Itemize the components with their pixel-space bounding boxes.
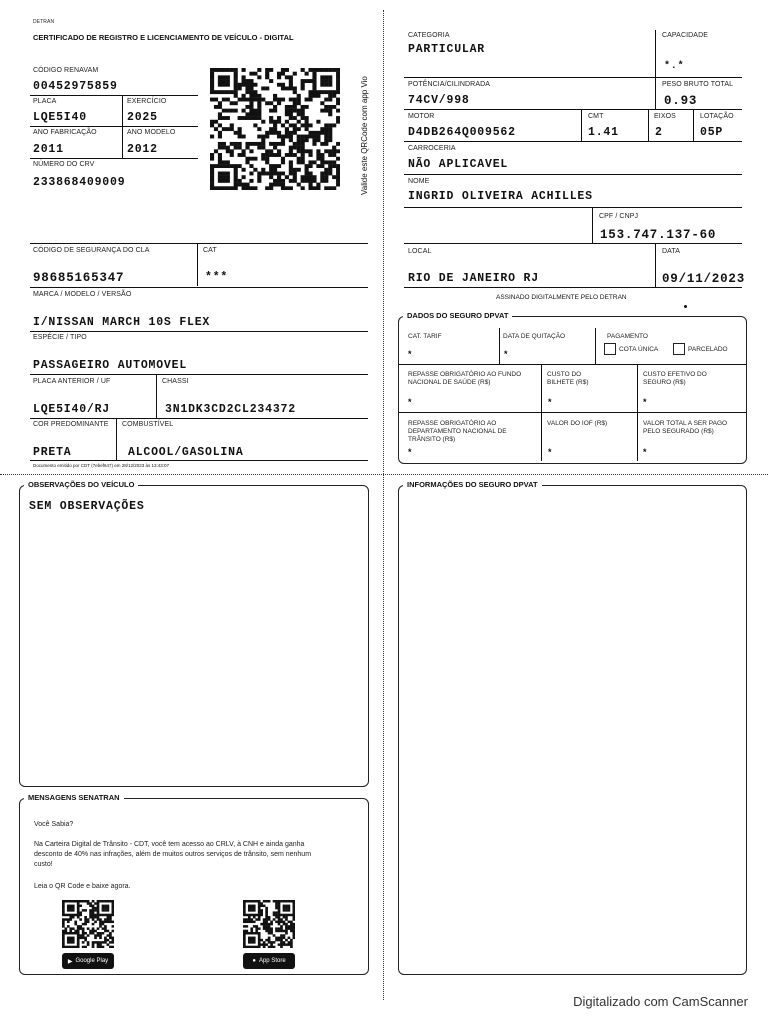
peso-label: PESO BRUTO TOTAL (662, 81, 734, 88)
repasse-denatran-value: * (408, 447, 412, 457)
seguranca-cla-value: 98685165347 (33, 271, 125, 285)
data-quitacao-label: DATA DE QUITAÇÃO (503, 333, 566, 340)
placa-anterior-value: LQE5I40/RJ (33, 403, 111, 416)
senatran-question: Você Sabia? (34, 821, 74, 828)
custo-bilhete-value: * (548, 397, 552, 407)
eixos-value: 2 (655, 126, 663, 139)
local-value: RIO DE JANEIRO RJ (408, 272, 539, 285)
especie-label: ESPÉCIE / TIPO (33, 334, 87, 341)
divider (637, 413, 638, 461)
carroceria-label: CARROCERIA (408, 145, 456, 152)
lotacao-value: 05P (700, 126, 724, 139)
chassi-label: CHASSI (162, 378, 189, 385)
capacidade-value: *.* (664, 61, 685, 72)
lotacao-label: LOTAÇÃO (700, 113, 734, 120)
data-value: 09/11/2023 (662, 272, 746, 286)
divider (404, 243, 742, 244)
divider (30, 374, 368, 375)
custo-bilhete-label: CUSTO DO BILHETE (R$) (547, 371, 589, 386)
senatran-cta: Leia o QR Code e baixe agora. (34, 883, 131, 890)
info-dpvat-box (398, 485, 747, 975)
parcelado-checkbox[interactable] (673, 343, 685, 355)
divider (595, 328, 596, 364)
ano-modelo-value: 2012 (127, 143, 158, 156)
divider (637, 365, 638, 412)
vertical-cut-line (383, 10, 384, 1000)
capacidade-label: CAPACIDADE (662, 32, 708, 39)
emission-note: Documento emitido por CDT (7ebef647) em 28/12/2023 às 13:43:07 (33, 463, 169, 468)
custo-efetivo-value: * (643, 397, 647, 407)
divider (30, 95, 198, 96)
cat-value: *** (205, 271, 229, 284)
cmt-value: 1.41 (588, 126, 619, 139)
senatran-message: Na Carteira Digital de Trânsito - CDT, você tem acesso ao CRLV, à CNH e ainda ganha desconto de 40% nas infrações, além de muitos outros serviços de trânsito, sem nenhum custo! (34, 841, 312, 868)
divider (655, 244, 656, 287)
divider (648, 110, 649, 141)
cpf-label: CPF / CNPJ (599, 213, 639, 220)
cat-tarif-value: * (408, 349, 412, 359)
assinado-note: ASSINADO DIGITALMENTE PELO DETRAN (496, 294, 627, 301)
google-play-badge[interactable] (62, 953, 114, 969)
dpvat-title: DADOS DO SEGURO DPVAT (403, 311, 512, 320)
divider (30, 126, 198, 127)
custo-efetivo-label: CUSTO EFETIVO DO SEGURO (R$) (643, 371, 707, 386)
motor-value: D4DB264Q009562 (408, 126, 516, 139)
google-play-label: Google Play (75, 958, 109, 964)
seguranca-cla-label: CÓDIGO DE SEGURANÇA DO CLA (33, 247, 150, 254)
app-store-qr-code[interactable] (243, 900, 295, 948)
dot-mark (684, 305, 687, 308)
placa-anterior-label: PLACA ANTERIOR / UF (33, 378, 111, 385)
divider (499, 328, 500, 364)
repasse-fns-value: * (408, 397, 412, 407)
divider (30, 243, 368, 244)
potencia-value: 74CV/998 (408, 94, 470, 107)
camscanner-footer: Digitalizado com CamScanner (573, 994, 748, 1009)
renavam-label: CÓDIGO RENAVAM (33, 67, 99, 74)
repasse-denatran-label: REPASSE OBRIGATÓRIO AO DEPARTAMENTO NACIONAL DE TRÂNSITO (R$) (408, 420, 507, 443)
chassi-value: 3N1DK3CD2CL234372 (165, 403, 296, 416)
marca-value: I/NISSAN MARCH 10S FLEX (33, 316, 211, 329)
cor-value: PRETA (33, 446, 72, 459)
especie-value: PASSAGEIRO AUTOMOVEL (33, 359, 188, 372)
divider (399, 364, 746, 365)
eixos-label: EIXOS (654, 113, 676, 120)
apple-icon: ● (252, 958, 256, 964)
divider (655, 30, 656, 77)
local-label: LOCAL (408, 248, 432, 255)
info-dpvat-title: INFORMAÇÕES DO SEGURO DPVAT (403, 480, 542, 489)
google-play-qr-code[interactable] (62, 900, 114, 948)
peso-value: 0.93 (664, 94, 698, 108)
cat-label: CAT (203, 247, 217, 254)
data-quitacao-value: * (504, 349, 508, 359)
divider (30, 158, 198, 159)
observacoes-text: SEM OBSERVAÇÕES (29, 500, 145, 513)
placa-label: PLACA (33, 98, 57, 105)
document-title: CERTIFICADO DE REGISTRO E LICENCIAMENTO DE VEÍCULO - DIGITAL (33, 33, 294, 42)
cmt-label: CMT (588, 113, 604, 120)
repasse-fns-label: REPASSE OBRIGATÓRIO AO FUNDO NACIONAL DE SAÚDE (R$) (408, 371, 522, 386)
nome-value: INGRID OLIVEIRA ACHILLES (408, 190, 593, 203)
valor-iof-label: VALOR DO IOF (R$) (547, 420, 608, 427)
ano-modelo-label: ANO MODELO (127, 129, 176, 136)
observacoes-box (19, 485, 369, 787)
valor-iof-value: * (548, 447, 552, 457)
ano-fabricacao-label: ANO FABRICAÇÃO (33, 129, 97, 136)
divider (30, 287, 368, 288)
valor-total-label: VALOR TOTAL A SER PAGO PELO SEGURADO (R$) (643, 420, 728, 435)
nome-label: NOME (408, 178, 430, 185)
divider (116, 419, 117, 460)
divider (655, 78, 656, 109)
cor-label: COR PREDOMINANTE (33, 421, 109, 428)
divider (30, 331, 368, 332)
cat-tarif-label: CAT. TARIF (408, 333, 442, 340)
observacoes-title: OBSERVAÇÕES DO VEÍCULO (24, 480, 138, 489)
valor-total-value: * (643, 447, 647, 457)
crv-label: NÚMERO DO CRV (33, 161, 95, 168)
divider (404, 77, 742, 78)
motor-label: MOTOR (408, 113, 435, 120)
divider (404, 287, 742, 288)
cota-unica-checkbox[interactable] (604, 343, 616, 355)
divider (693, 110, 694, 141)
data-label: DATA (662, 248, 681, 255)
divider (404, 109, 742, 110)
divider (592, 208, 593, 243)
app-store-label: App Store (258, 958, 286, 964)
divider (541, 365, 542, 412)
cota-unica-label: COTA ÚNICA (619, 346, 659, 353)
qr-caption: Valide este QRCode com app Vio (360, 76, 369, 195)
divider (399, 412, 746, 413)
divider (30, 460, 368, 461)
app-store-badge[interactable] (243, 953, 295, 969)
divider (404, 141, 742, 142)
placa-value: LQE5I40 (33, 111, 87, 124)
marca-label: MARCA / MODELO / VERSÃO (33, 291, 132, 298)
divider (197, 244, 198, 286)
crv-value: 233868409009 (33, 176, 126, 189)
play-icon: ▶ (67, 958, 73, 965)
parcelado-label: PARCELADO (688, 346, 728, 353)
renavam-value: 00452975859 (33, 80, 118, 93)
divider (404, 207, 742, 208)
combustivel-value: ALCOOL/GASOLINA (128, 446, 244, 459)
categoria-value: PARTICULAR (408, 43, 486, 56)
validation-qr-code[interactable] (210, 68, 340, 190)
exercicio-value: 2025 (127, 111, 158, 124)
potencia-label: POTÊNCIA/CILINDRADA (408, 81, 491, 88)
divider (581, 110, 582, 141)
horizontal-cut-line (0, 474, 768, 475)
combustivel-label: COMBUSTÍVEL (122, 421, 174, 428)
senatran-title: MENSAGENS SENATRAN (24, 793, 124, 802)
categoria-label: CATEGORIA (408, 32, 450, 39)
ano-fabricacao-value: 2011 (33, 143, 64, 156)
detran-label: DETRAN (33, 19, 55, 25)
divider (30, 418, 368, 419)
carroceria-value: NÃO APLICAVEL (408, 158, 509, 171)
divider (156, 375, 157, 418)
exercicio-label: EXERCÍCIO (127, 98, 167, 105)
cpf-value: 153.747.137-60 (600, 228, 717, 242)
divider (404, 174, 742, 175)
pagamento-label: PAGAMENTO (607, 333, 648, 340)
divider (541, 413, 542, 461)
